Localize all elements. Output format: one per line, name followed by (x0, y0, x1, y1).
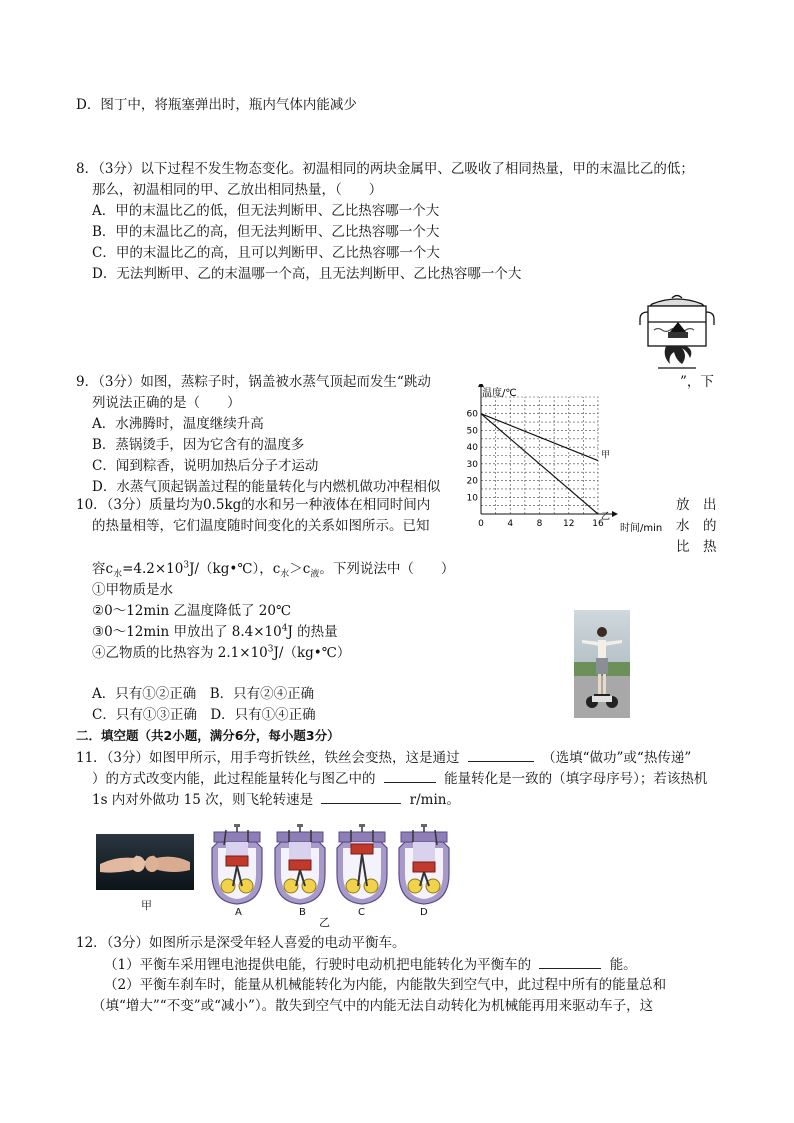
q10-item-4: ④乙物质的比热容为 $2.1\times 10^3J/(kg•℃)$ (92, 644, 351, 661)
q10-stem-line1-tail: 放 出 (676, 497, 717, 513)
q8-option-d: D．无法判断甲、乙的末温哪一个高，且无法判断甲、乙比热容哪一个大 (92, 266, 522, 282)
q9-option-b: B．蒸锅烫手，因为它含有的温度多 (92, 437, 305, 453)
crank-wheel-left (284, 879, 298, 893)
q12-part1: （1）平衡车采用锂电池提供电能，行驶时电动机把电能转化为平衡车的 能。 (104, 957, 637, 973)
chart-x-arrow (612, 511, 618, 517)
q9-option-d: D．水蒸气顶起锅盖过程的能量转化与内燃机做功冲程相似 (92, 479, 441, 495)
steamer-figure (632, 292, 722, 372)
spark-plug-tip (234, 824, 240, 827)
q10-stem-line3: 容$c_水=4.2\times 10^3J/(kg•℃)$，$c_水>c_液$。下列说法中（ ） (92, 560, 455, 580)
q11-line1: 11．（3分）如图甲所示，用手弯折铁丝，铁丝会变热，这是通过 （选填“做功”或“热传递” (76, 750, 692, 766)
q11-blank-3[interactable] (321, 790, 401, 804)
spark-plug-tip (297, 824, 303, 827)
chart-x-tick-label: 16 (592, 519, 604, 529)
chart-y-tick-label: 20 (466, 476, 478, 487)
spark-plug-tip (359, 824, 365, 827)
engine-label-b: B (299, 907, 306, 918)
q12-part2-line1: （2）平衡车刹车时，能量从机械能转化为内能，内能散失到空气中，此过程中所有的能量总和 (104, 977, 667, 993)
q9-option-a: A．水沸腾时，温度继续升高 (92, 416, 264, 432)
engine-diagram (275, 824, 325, 904)
q8-option-c: C．甲的末温比乙的高，且可以判断甲、乙比热容哪一个大 (92, 245, 440, 261)
q8-option-a: A．甲的末温比乙的低，但无法判断甲、乙比热容哪一个大 (92, 203, 440, 219)
chart-y-axis-label: 温度/℃ (482, 388, 517, 399)
q8-stem-line2: 那么，初温相同的甲、乙放出相同热量，（ ） (92, 182, 383, 198)
chart-y-tick-label: 60 (466, 409, 478, 420)
fig-label-jia: 甲 (141, 899, 152, 912)
chart-series-label: 乙 (601, 512, 611, 522)
temperature-time-chart (460, 384, 680, 544)
chart-y-tick-label: 10 (466, 493, 478, 504)
q9-option-c: C．闻到粽香，说明加热后分子才运动 (92, 458, 319, 474)
chart-x-tick-label: 4 (507, 519, 514, 529)
q12-part2-line2: （填“增大”“不变”或“减小”）。散失到空气中的内能无法自动转化为机械能再用来驱动车子，这 (92, 998, 654, 1014)
chart-y-tick-label: 40 (466, 443, 478, 454)
engine-diagram (399, 824, 449, 904)
q7-option-d: D．图丁中，将瓶塞弹出时，瓶内气体内能减少 (76, 97, 357, 113)
q10-item-2: ②0～12min 乙温度降低了 20℃ (92, 603, 292, 619)
piston (413, 862, 435, 872)
chart-x-tick-label: 8 (536, 519, 543, 529)
chart-y-tick-label: 50 (466, 426, 478, 437)
section-2-title: 二．填空题（共2小题，满分6分，每小题3分） (76, 728, 340, 743)
piston (289, 860, 311, 870)
combustion-chamber (413, 842, 435, 862)
chart-x-tick-label: 12 (563, 519, 575, 529)
chart-y-tick-label: 30 (466, 459, 478, 470)
crank-wheel-left (221, 879, 235, 893)
engine-cylinder-head (277, 832, 323, 842)
balance-scooter-photo (574, 610, 630, 718)
q10-item-3: ③0～12min 甲放出了 $8.4\times 10^4J$ 的热量 (92, 623, 338, 640)
q12-stem: 12．（3分）如图所示是深受年轻人喜爱的电动平衡车。 (76, 935, 406, 951)
engine-label-d: D (420, 907, 428, 918)
engine-cylinder-head (339, 832, 385, 842)
q11-blank-2[interactable] (384, 769, 436, 783)
q11-line3: 1s 内对外做功 15 次，则飞轮转速是 r/min。 (92, 792, 460, 808)
piston (226, 856, 248, 866)
combustion-chamber (289, 842, 311, 860)
q11-blank-1[interactable] (468, 748, 534, 762)
q9-stem-line2: 列说法正确的是（ ） (92, 395, 241, 411)
q9-stem-line1-tail: ”，下 (680, 374, 714, 390)
engine-strokes-figure (206, 822, 458, 916)
engine-label-a: A (235, 907, 242, 918)
crank-wheel-left (408, 879, 422, 893)
chart-y-arrow (478, 384, 484, 387)
fig-label-yi: 乙 (319, 916, 330, 929)
combustion-chamber (226, 842, 248, 856)
q10-stem-line2-tail: 水 的 (676, 518, 717, 534)
chart-x-tick-label: 0 (478, 519, 484, 529)
q8-option-b: B．甲的末温比乙的高，但无法判断甲、乙比热容哪一个大 (92, 224, 440, 240)
q10-options-cd: C．只有①③正确 D．只有①④正确 (92, 707, 316, 723)
q11-line2: ）的方式改变内能，此过程能量转化与图乙中的 能量转化是一致的（填字母序号）；若该热机 (92, 771, 708, 787)
piston (351, 844, 373, 854)
q10-stem-line2: 的热量相等，它们温度随时间变化的关系如图所示。已知 (92, 518, 430, 534)
engine-diagram (212, 824, 262, 904)
engine-cylinder-head (214, 832, 260, 842)
chart-x-axis-label: 时间/min (620, 523, 663, 534)
q9-stem-line1: 9．（3分）如图，蒸粽子时，锅盖被水蒸气顶起而发生“跳动 (76, 374, 431, 390)
q8-stem-line1: 8．（3分）以下过程不发生物态变化。初温相同的两块金属甲、乙吸收了相同热量，甲的末温比乙的低； (76, 161, 694, 177)
engine-label-c: C (358, 907, 365, 918)
q12-blank-1[interactable] (539, 955, 601, 969)
bending-wire-photo (96, 834, 194, 890)
q10-stem-line2-tail2: 比 热 (676, 539, 717, 555)
q10-stem-line1: 10．（3分）质量均为0.5kg的水和另一种液体在相同时间内 (76, 497, 431, 513)
q10-options-ab: A．只有①②正确 B．只有②④正确 (92, 686, 315, 702)
engine-cylinder-head (401, 832, 447, 842)
chart-series-label: 甲 (601, 450, 611, 461)
engine-diagram (337, 824, 387, 904)
spark-plug-tip (421, 824, 427, 827)
q10-item-1: ①甲物质是水 (92, 582, 173, 598)
